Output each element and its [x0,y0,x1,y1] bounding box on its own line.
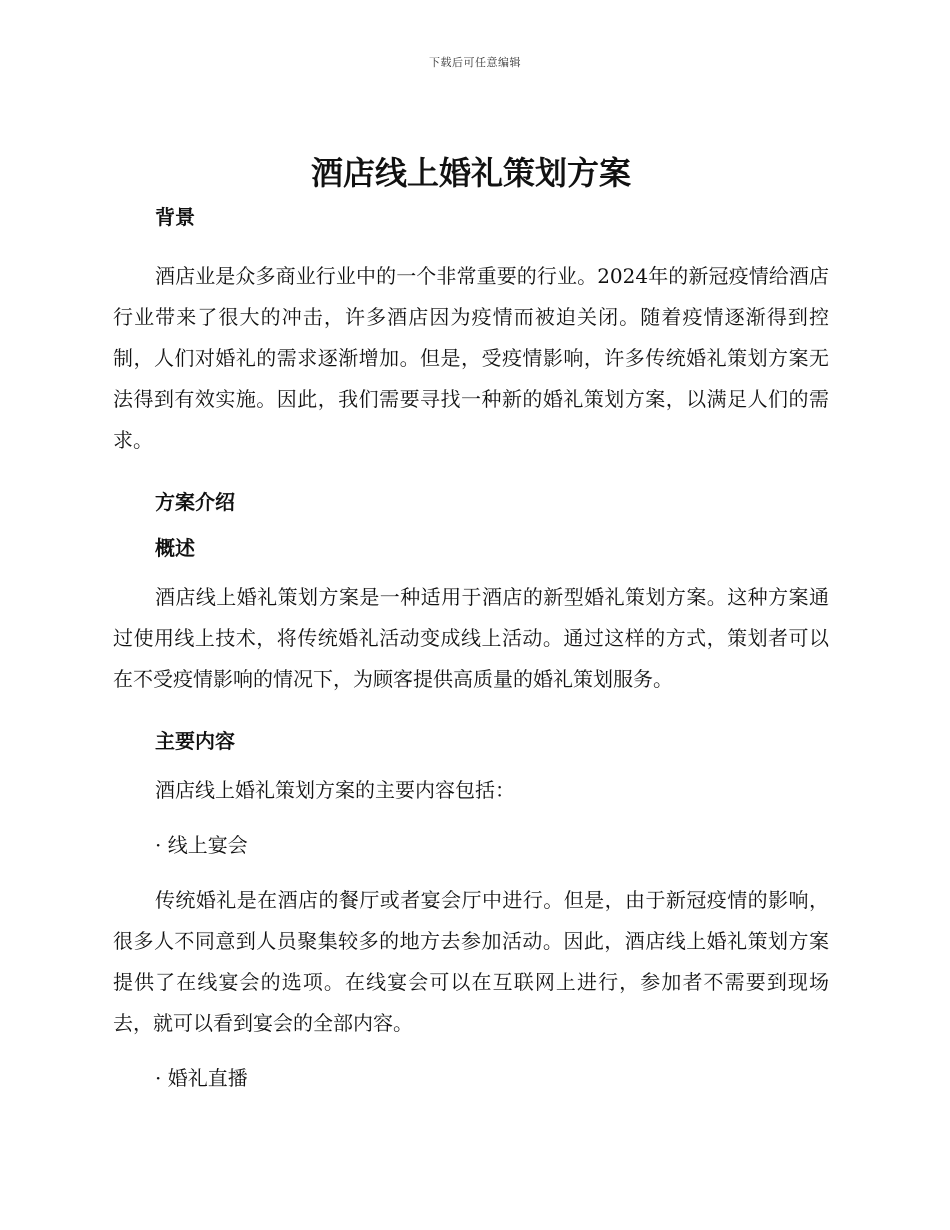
document-body [113,152,829,1099]
heading-overview: 概述 [155,536,195,560]
list-item-online-banquet: · 线上宴会 [155,833,248,857]
paragraph-background: 酒店业是众多商业行业中的一个非常重要的行业。2024年的新冠疫情给酒店行业带来了很大的冲击，许多酒店因为疫情而被迫关闭。随着疫情逐渐得到控制，人们对婚礼的需求逐渐增加。但是，受疫情影响，许多传统婚礼策划方案无法得到有效实施。因此，我们需要寻找一种新的婚礼策划方案，以满足人们的需求。 [113,264,829,452]
paragraph-main-intro: 酒店线上婚礼策划方案的主要内容包括： [155,778,515,802]
heading-plan-intro: 方案介绍 [155,490,235,514]
heading-main-content: 主要内容 [155,729,235,753]
paragraph-online-banquet: 传统婚礼是在酒店的餐厅或者宴会厅中进行。但是，由于新冠疫情的影响，很多人不同意到人员聚集较多的地方去参加活动。因此，酒店线上婚礼策划方案提供了在线宴会的选项。在线宴会可以在互联网上进行，参加者不需要到现场去，就可以看到宴会的全部内容。 [113,888,829,1035]
list-item-wedding-livestream: · 婚礼直播 [155,1066,248,1090]
document-title: 酒店线上婚礼策划方案 [310,154,631,192]
heading-background: 背景 [155,205,195,229]
page-header: 下载后可任意编辑 [429,56,521,69]
paragraph-overview: 酒店线上婚礼策划方案是一种适用于酒店的新型婚礼策划方案。这种方案通过使用线上技术，将传统婚礼活动变成线上活动。通过这样的方式，策划者可以在不受疫情影响的情况下，为顾客提供高质量的婚礼策划服务。 [113,585,829,691]
